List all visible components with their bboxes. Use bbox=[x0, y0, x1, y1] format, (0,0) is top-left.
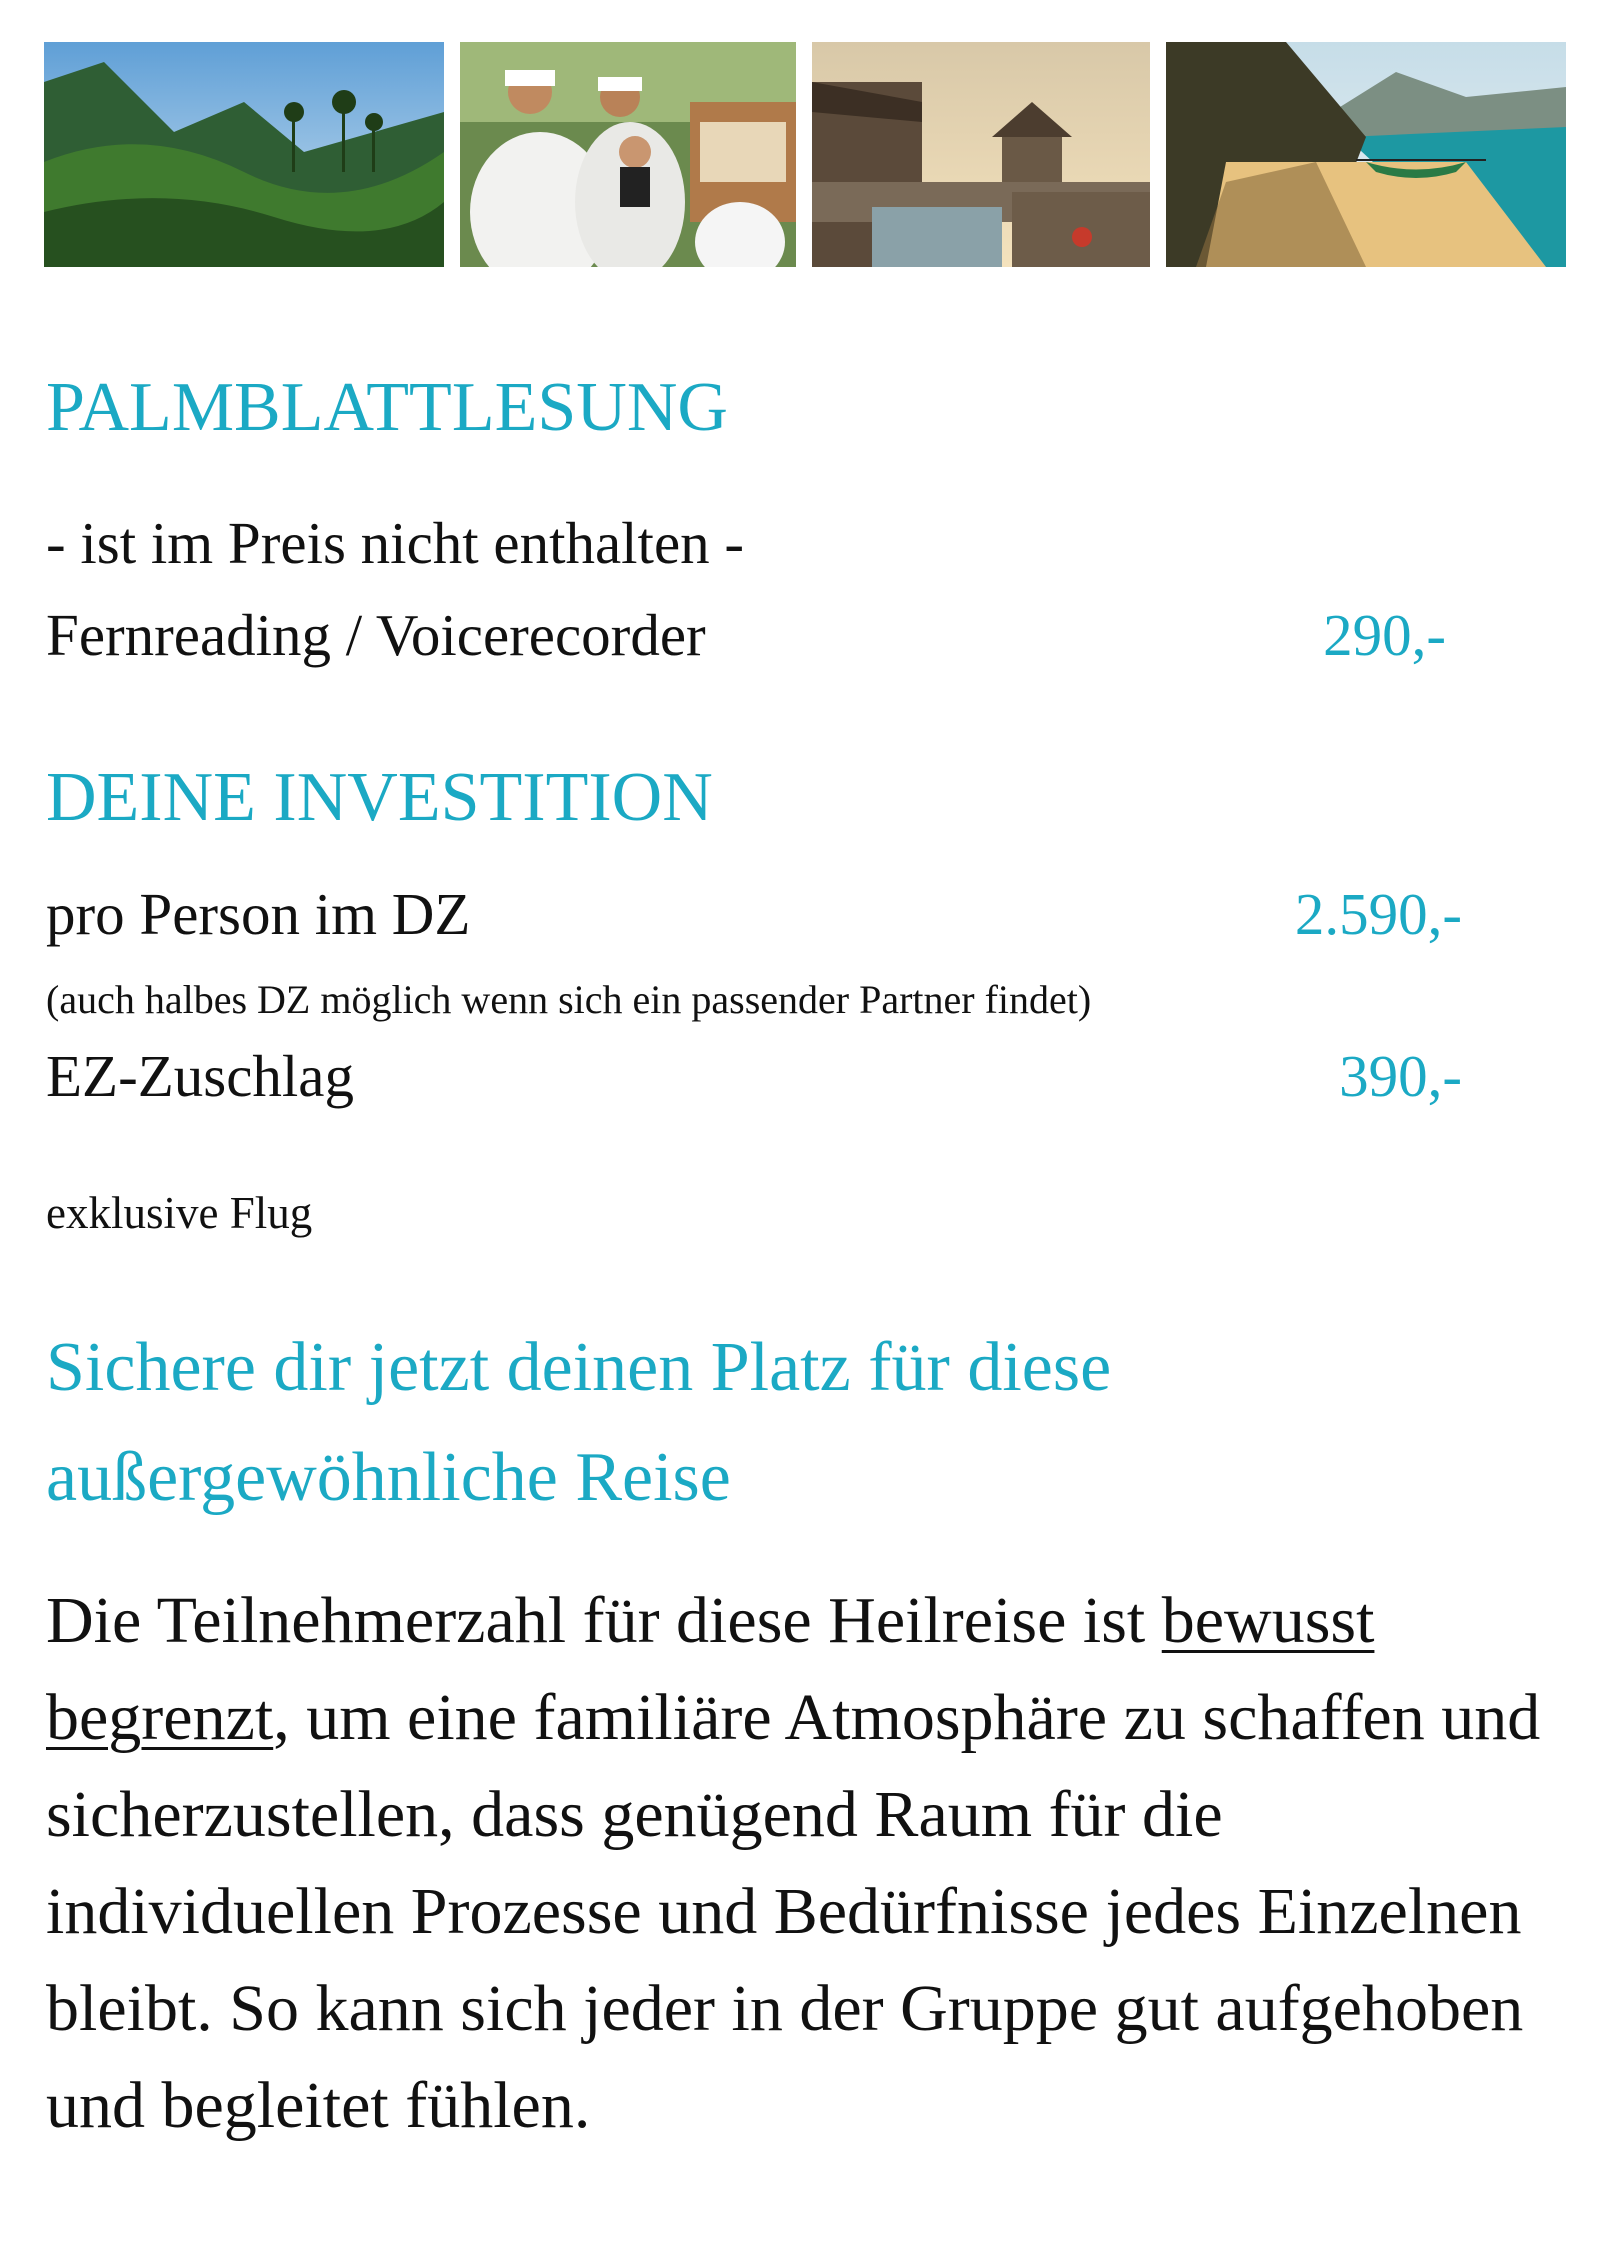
investition-heading: DEINE INVESTITION bbox=[46, 759, 713, 836]
paragraph-text-end: , um eine familiäre Atmosphäre zu schaffen und sicherzustellen, dass genügend Raum für die individuellen Prozesse und Bedürfnisse jedes Einzelnen bleibt. So kann sich jeder in der Gruppe gut aufgehoben und begleitet fühlen. bbox=[46, 1681, 1541, 2142]
booking-heading-line1: Sichere dir jetzt deinen Platz für diese bbox=[46, 1329, 1112, 1406]
dz-label: pro Person im DZ bbox=[46, 881, 471, 947]
booking-heading-line2: außergewöhnliche Reise bbox=[46, 1439, 731, 1516]
flight-note: exklusive Flug bbox=[46, 1188, 313, 1238]
underlined-emphasis: bewusst begrenzt bbox=[46, 1584, 1375, 1754]
booking-paragraph bbox=[46, 1572, 1576, 2154]
photo-temple bbox=[812, 42, 1150, 267]
paragraph-text-start: Die Teilnehmerzahl für diese Heilreise ist bbox=[46, 1584, 1162, 1657]
photo-beach bbox=[1166, 42, 1566, 267]
dz-price: 2.590,- bbox=[1294, 881, 1462, 947]
ez-price: 390,- bbox=[1339, 1043, 1462, 1109]
fernreading-label: Fernreading / Voicerecorder bbox=[46, 602, 706, 668]
palmblatt-heading: PALMBLATTLESUNG bbox=[46, 369, 728, 446]
dz-half-note: (auch halbes DZ möglich wenn sich ein passender Partner findet) bbox=[46, 977, 1092, 1022]
ez-label: EZ-Zuschlag bbox=[46, 1043, 354, 1109]
photo-ceremony bbox=[460, 42, 796, 267]
palmblatt-not-included-note: - ist im Preis nicht enthalten - bbox=[46, 510, 745, 576]
photo-jungle bbox=[44, 42, 444, 267]
fernreading-price: 290,- bbox=[1323, 602, 1446, 668]
